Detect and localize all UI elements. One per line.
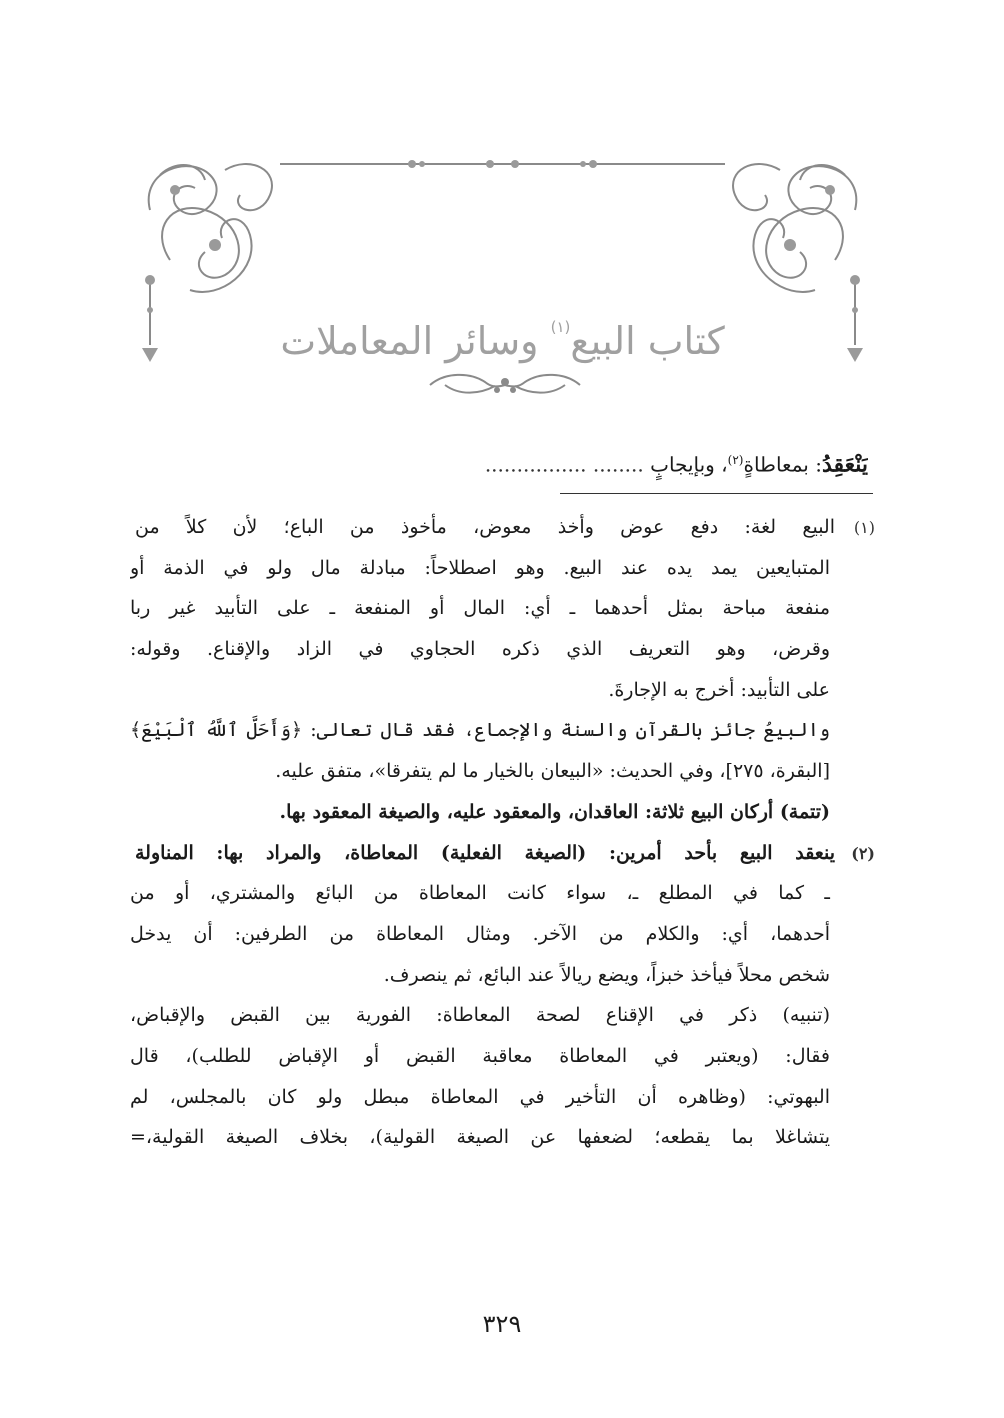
footnote-line (130, 1036, 875, 1077)
footnote-text: (تتمة) أركان البيع ثلاثة: العاقدان، والمعقود عليه، والصيغة المعقود بها. (279, 800, 830, 823)
footnote-line (130, 710, 875, 751)
chapter-title-main: كتاب البيع (570, 319, 725, 363)
footnote-text: ينعقد البيع بأحد أمرين: (الصيغة الفعلية) المعاطاة، والمراد بها: المناولة (135, 841, 835, 864)
footnote-line (130, 833, 875, 874)
footnote-text: وقرض، وهو التعريف الذي ذكره الحجاوي في الزاد والإقناع. وقوله: (130, 638, 830, 661)
footnote-line (130, 588, 875, 629)
footnote-text: شخص محلاً فيأخذ خبزاً، ويضع ريالاً عند البائع، ثم ينصرف. (383, 963, 830, 986)
footnote-text: ـ كما في المطلع ـ، سواء كانت المعاطاة من البائع والمشتري، أو من (130, 882, 830, 905)
footnote-text: أحدهما، أي: والكلام من الآخر. ومثال المعاطاة من الطرفين: أن يدخل (130, 922, 830, 945)
footnote-separator (560, 493, 873, 494)
footnote-number: (١) (853, 518, 875, 537)
footnote-text: المتبايعين يمد يده عند البيع. وهو اصطلاحاً: مبادلة مال ولو في الذمة أو (130, 556, 830, 579)
footnote-line (130, 955, 875, 996)
footnote-line (130, 914, 875, 955)
footnote-line (130, 507, 875, 548)
dotted-leader: ........ (592, 452, 644, 477)
footnote-text: [البقرة، ٢٧٥]، وفي الحديث: «البيعان بالخيار ما لم يتفرقا»، متفق عليه. (275, 760, 830, 783)
footnote-text: البهوتي: (وظاهره أن التأخير في المعاطاة مبطل ولو كان بالمجلس، لم (130, 1085, 830, 1108)
footnote-line (130, 873, 875, 914)
footnotes-block (130, 507, 875, 1158)
footnote-text: (تنبيه) ذكر في الإقناع لصحة المعاطاة: الفورية بين القبض والإقباض، (130, 1004, 830, 1027)
footnote-line (130, 751, 875, 792)
page-number: ٣٢٩ (482, 1310, 522, 1338)
main-text-footnote-ref: (٢) (727, 453, 744, 467)
main-text-lead-word: يَنْعَقِدُ (821, 451, 868, 478)
main-text-segment: : بمعاطاةٍ (743, 452, 822, 477)
footnote-text: يتشاغلا بما يقطعه؛ لضعفها عن الصيغة القولية)، بخلاف الصيغة القولية،= (130, 1126, 830, 1149)
footnote-text: البيع لغة: دفع عوض وأخذ معوض، مأخوذ من الباع؛ لأن كلاً من (135, 516, 835, 538)
main-text-line (140, 440, 868, 485)
chapter-title-rest: وسائر المعاملات (280, 319, 551, 363)
dotted-leader-2: ................ (484, 452, 587, 477)
chapter-title-footnote-ref: (١) (550, 318, 571, 336)
footnote-line (130, 629, 875, 670)
footnote-text: منفعة مباحة بمثل أحدهما ـ أي: المال أو المنفعة ـ على التأبيد غير ربا (130, 597, 830, 620)
footnote-text: والبيعُ جائز بالقرآن والسنة والإجماع، فقد قال تعالى: ﴿وَأَحَلَّ ٱللَّهُ ٱلْبَيْعَ﴾ (130, 719, 830, 742)
footnote-line (130, 1117, 875, 1158)
footnote-line (130, 548, 875, 589)
footnote-number: (٢) (851, 843, 875, 863)
footnote-text: على التأبيد: أخرج به الإجارةَ. (608, 678, 830, 701)
title-flourish-ornament (425, 370, 585, 400)
footnote-line (130, 1077, 875, 1118)
footnote-line (130, 995, 875, 1036)
chapter-title (130, 318, 875, 363)
footnote-line (130, 670, 875, 711)
main-text-segment-2: ، وبإيجابٍ (650, 452, 728, 477)
footnote-line (130, 792, 875, 833)
footnote-text: فقال: (ويعتبر في المعاطاة معاقبة القبض أو الإقباض للطلب)، قال (130, 1044, 830, 1067)
